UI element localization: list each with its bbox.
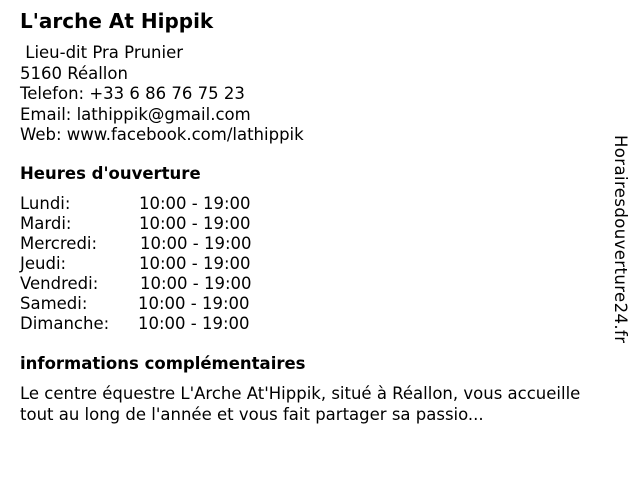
day-label: Jeudi: [20, 254, 67, 273]
address-city: 5160 Réallon [20, 63, 128, 83]
day-label: Lundi: [20, 194, 71, 213]
day-hours: 10:00 - 19:00 [139, 254, 251, 273]
email-line[interactable]: Email: lathippik@gmail.com [20, 104, 251, 124]
hours-row [20, 214, 320, 234]
day-label: Mercredi: [20, 234, 98, 253]
day-hours: 10:00 - 19:00 [140, 234, 252, 253]
opening-hours-table [20, 194, 320, 334]
business-name: L'arche At Hippik [20, 9, 214, 33]
hours-row [20, 254, 320, 274]
day-hours: 10:00 - 19:00 [140, 274, 252, 293]
day-label: Samedi: [20, 294, 88, 313]
day-hours: 10:00 - 19:00 [139, 194, 251, 213]
hours-row [20, 234, 320, 254]
address-street: Lieu-dit Pra Prunier [20, 43, 184, 62]
day-hours: 10:00 - 19:00 [138, 294, 250, 313]
hours-row [20, 194, 320, 214]
additional-info-heading: informations complémentaires [20, 354, 306, 373]
contact-block [20, 43, 304, 146]
website-line[interactable]: Web: www.facebook.com/lathippik [20, 125, 304, 144]
site-watermark [610, 135, 634, 370]
day-hours: 10:00 - 19:00 [138, 314, 250, 333]
day-label: Vendredi: [20, 274, 99, 293]
hours-row [20, 314, 320, 334]
hours-row [20, 274, 320, 294]
day-label: Mardi: [20, 214, 72, 233]
opening-hours-heading: Heures d'ouverture [20, 164, 201, 183]
phone-line[interactable]: Telefon: +33 6 86 76 75 23 [20, 84, 245, 103]
day-label: Dimanche: [20, 314, 110, 333]
day-hours: 10:00 - 19:00 [139, 214, 251, 233]
hours-row [20, 294, 320, 314]
watermark-text: Horairesdouverture24.fr [611, 135, 630, 344]
additional-info-text: Le centre équestre L'Arche At'Hippik, situé à Réallon, vous accueille tout au long de l'année et vous fait partager sa passio... [20, 384, 581, 424]
